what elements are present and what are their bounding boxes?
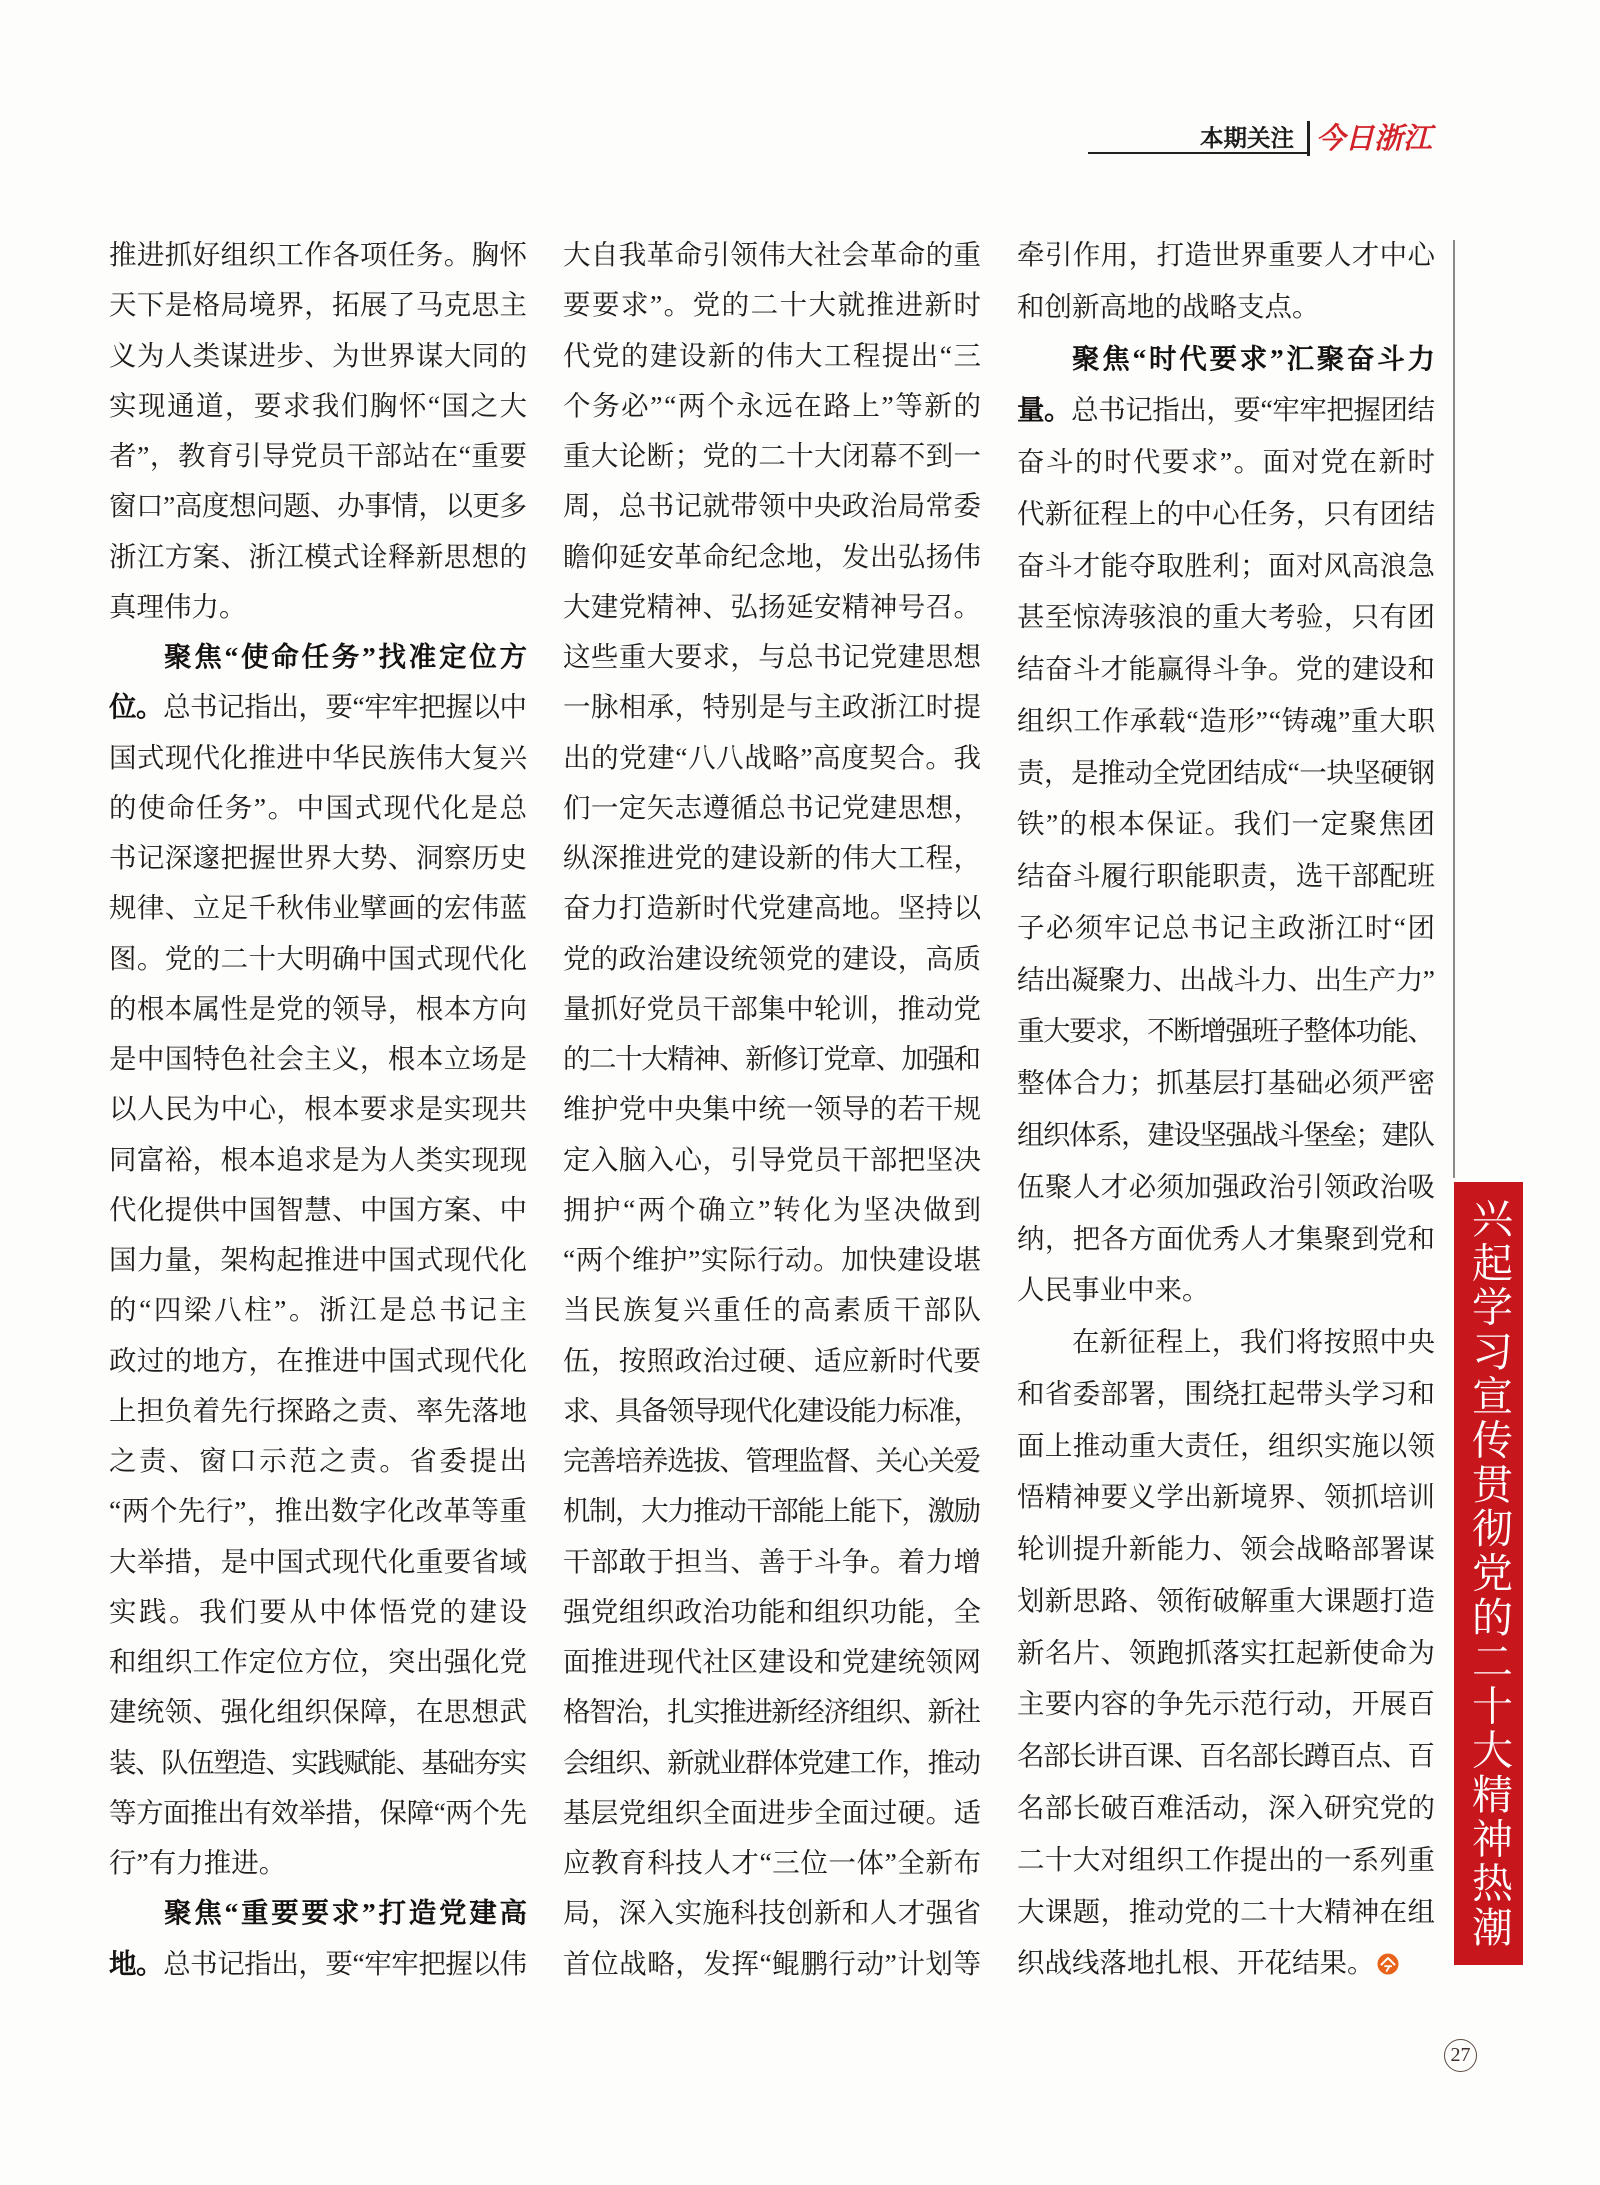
body-text-line [109,1034,527,1084]
line-text: 实践。我们要从中体悟党的建设 [109,1595,530,1627]
line-text: 周，总书记就带领中央政治局常委 [563,490,982,522]
line-text: 求、具备领导现代化建设能力标准， [563,1394,980,1426]
body-text-line [563,230,981,280]
body-text-line [1017,747,1435,799]
line-text: 同富裕，根本追求是为人类实现现 [109,1143,528,1175]
line-text: 浙江方案、浙江模式诠释新思想的 [109,540,528,572]
body-text-line [1017,229,1435,281]
body-text-line [563,733,981,783]
line-text: 组织体系，建设坚强战斗堡垒；建队 [1017,1119,1434,1151]
body-text-line [1017,1782,1435,1834]
line-text: 主要内容的争先示范行动，开展百 [1017,1688,1436,1720]
section-lead-heading: 聚焦“使命任务”找准定位方 [164,641,530,672]
body-text-line [563,481,981,531]
line-text: 代党的建设新的伟大工程提出“三 [563,339,983,371]
line-text: 的二十大精神、新修订党章、加强和 [563,1043,980,1074]
line-text [1072,343,1438,374]
body-text-line [1017,1678,1435,1730]
body-text-line [109,883,527,933]
line-text: 义为人类谋进步、为世界谋大同的 [109,339,528,371]
line-text: 结出凝聚力、出战斗力、出生产力” [1017,963,1435,995]
line-text: 纵深推进党的建设新的伟大工程， [563,842,982,873]
line-text: 名部长破百难活动，深入研究党的 [1017,1791,1436,1823]
line-text: 在新征程上，我们将按照中央 [1072,1326,1436,1358]
body-text-line [563,1788,981,1838]
line-text: 和省委部署，围绕扛起带头学习和 [1017,1377,1436,1409]
line-text: 要要求”。党的二十大就推进新时 [563,289,983,321]
body-text-line [563,783,981,833]
body-text-line [1017,1627,1435,1679]
line-text: 面上推动重大责任，组织实施以领 [1017,1429,1436,1461]
line-text: 重大论断；党的二十大闭幕不到一 [563,440,982,471]
body-text-line [109,381,527,431]
body-text-line [1017,384,1435,436]
line-text: 拥护“两个确立”转化为坚决做到 [563,1193,984,1225]
body-text-line [563,1537,981,1587]
line-text: 维护党中央集中统一领导的若干规 [563,1093,982,1125]
line-text: 奋斗才能夺取胜利；面对风高浪急 [1017,549,1436,581]
body-text-line [1017,1834,1435,1886]
line-text: 面推进现代社区建设和党建统领网 [563,1646,982,1677]
section-lead-heading: 聚焦“重要要求”打造党建高 [164,1897,530,1929]
body-text-line [563,1034,981,1084]
topic-banner-text: 兴起学习宣传贯彻党的二十大精神热潮 [1466,1196,1512,1951]
body-text-line [1017,1109,1435,1161]
body-text-line [109,1235,527,1285]
body-text-line [1017,1523,1435,1575]
body-text-line [563,280,981,330]
body-text-line [109,582,527,632]
body-text-line [563,984,981,1034]
body-text-line [109,1436,530,1486]
body-text-line [1017,1420,1435,1472]
body-text-line [1017,643,1435,695]
line-text: 强党组织政治功能和组织功能，全 [563,1595,982,1627]
body-text-line [563,1637,981,1687]
page-number: 27 [1444,2039,1477,2072]
body-text-line [563,331,981,381]
line-text: 结奋斗履行职能职责，选干部配班 [1017,860,1436,892]
body-text-line [1017,1937,1435,1989]
body-text-line [1017,1575,1435,1627]
body-text-line [563,1235,981,1285]
body-text-line [1017,1471,1435,1523]
line-text: 格智治，扎实推进新经济组织、新社 [563,1696,980,1728]
body-text-line [563,532,981,582]
body-text-line [109,934,527,984]
line-text: 推进抓好组织工作各项任务。胸怀 [109,239,528,270]
line-text: 会组织、新就业群体党建工作，推动 [563,1746,980,1778]
line-text: 干部敢于担当、善于斗争。着力增 [563,1545,982,1577]
line-text: 重大要求，不断增强班子整体功能、 [1017,1015,1434,1047]
line-text: 新名片、领跑抓落实扛起新使命为 [1017,1636,1436,1668]
line-text: 国式现代化推进中华民族伟大复兴 [109,741,528,773]
body-text-line [109,1888,530,1938]
line-text: 政过的地方，在推进中国式现代化 [109,1344,528,1376]
body-text-line [1017,1161,1435,1213]
body-text-line [563,582,981,632]
line-text: 首位战略，发挥“鲲鹏行动”计划等 [563,1947,982,1979]
line-text: 瞻仰延安革命纪念地，发出弘扬伟 [563,540,982,572]
line-text: 和创新高地的战略支点。 [1017,290,1320,322]
line-text: 大课题，推动党的二十大精神在组 [1017,1895,1436,1927]
header-divider-bar [1307,121,1310,156]
body-text-line [563,1888,981,1938]
line-text: 一脉相承，特别是与主政浙江时提 [563,691,982,723]
line-text: 者”，教育引导党员干部站在“重要 [109,440,528,471]
body-text-line [563,1939,981,1989]
section-lead-heading: 量。 [1017,394,1072,426]
body-text-line [109,230,527,280]
body-text-line [563,1135,981,1185]
topic-banner [1454,1182,1523,1965]
line-text: 基层党组织全面进步全面过硬。适 [563,1796,982,1828]
line-text: 的“四梁八柱”。浙江是总书记主 [109,1294,530,1326]
line-text: 组织工作承载“造形”“铸魂”重大职 [1017,704,1436,736]
article-end-icon [1377,1953,1399,1975]
magazine-logo: 今日浙江 [1316,123,1433,155]
line-text-run: 总书记指出，要“牢牢把握以伟 [163,1947,527,1979]
body-text-line [1017,850,1435,902]
line-text: 划新思路、领衔破解重大课题打造 [1017,1584,1436,1616]
body-text-line [1017,488,1435,540]
body-text-line [109,431,527,481]
line-text: 个务必”“两个永远在路上”等新的 [563,389,983,421]
body-text-line [109,481,527,531]
body-text-line [109,783,527,833]
line-text: 织战线落地扎根、开花结果。 [1017,1947,1375,1979]
body-text-line [109,1135,527,1185]
section-lead-heading: 位。 [109,691,164,723]
line-text: 窗口”高度想问题、办事情，以更多 [109,490,527,522]
body-text-line [109,331,527,381]
body-text-line [1017,1886,1435,1938]
section-title: 本期关注 [1200,126,1294,152]
line-text [1017,394,1435,425]
body-text-line [563,1687,981,1737]
line-text: 大自我革命引领伟大社会革命的重 [563,239,982,270]
body-text-line [109,1486,527,1536]
body-text-line [109,1185,527,1235]
body-text-line [1017,540,1435,592]
line-text: 量抓好党员干部集中轮训，推动党 [563,992,982,1024]
line-text: 子必须牢记总书记主政浙江时“团 [1017,911,1437,943]
line-text: 行”有力推进。 [109,1847,287,1878]
line-text: 上担负着先行探路之责、率先落地 [109,1394,528,1426]
line-text: 党的政治建设统领党的建设，高质 [563,942,982,974]
line-text: 轮训提升新能力、领会战略部署谋 [1017,1533,1436,1565]
body-text-line [1017,798,1435,850]
body-text-line [1017,1264,1435,1316]
article-column-3 [1017,229,1438,1989]
line-text: 名部长讲百课、百名部长蹲百点、百 [1017,1740,1434,1772]
line-text: 局，深入实施科技创新和人才强省 [563,1897,982,1929]
body-text-line [109,1386,527,1436]
body-text-line [563,1185,984,1235]
line-text [109,1948,527,1979]
body-text-line [563,833,981,883]
body-text-line [1017,1213,1435,1265]
line-text: 规律、立足千秋伟业擘画的宏伟蓝 [109,892,528,924]
line-text: “两个维护”实际行动。加快建设堪 [563,1244,982,1275]
body-text-line [109,632,530,682]
section-lead-heading: 地。 [109,1947,164,1979]
body-text-line [109,733,527,783]
line-text: 二十大对组织工作提出的一系列重 [1017,1843,1436,1875]
line-text: 大建党精神、弘扬延安精神号召。 [563,590,982,622]
line-text: 们一定矢志遵循总书记党建思想， [563,791,982,823]
body-text-line [563,1486,981,1536]
side-rule [1453,240,1455,1178]
body-text-line [109,1788,527,1838]
body-text-line [563,1436,981,1486]
line-text: 铁”的根本保证。我们一定聚焦团 [1017,808,1437,840]
body-text-line [563,1084,981,1134]
line-text: 甚至惊涛骇浪的重大考验，只有团 [1017,601,1436,633]
line-text: 人民事业中来。 [1017,1274,1210,1306]
body-text-line [109,1687,527,1737]
body-text-line [563,1386,981,1436]
line-text: 代化提供中国智慧、中国方案、中 [109,1193,528,1225]
line-text: 出的党建“八八战略”高度契合。我 [563,741,982,773]
body-text-line [109,1336,527,1386]
line-text: 真理伟力。 [109,590,247,622]
line-text: 以人民为中心，根本要求是实现共 [109,1093,528,1125]
line-text: 应教育科技人才“三位一体”全新布 [563,1847,982,1878]
body-text-line [109,1084,527,1134]
body-text-line [109,984,527,1034]
body-text-line [563,1336,981,1386]
body-text-line [109,1587,530,1637]
line-text: “两个先行”，推出数字化改革等重 [109,1495,528,1527]
body-text-line [1017,1057,1435,1109]
body-text-line [563,1587,981,1637]
line-text: 结奋斗才能赢得斗争。党的建设和 [1017,653,1436,685]
line-text: 建统领、强化组织保障，在思想武 [109,1696,528,1728]
line-text: 国力量，架构起推进中国式现代化 [109,1244,528,1275]
body-text-line [563,1285,984,1335]
body-text-line [109,1838,527,1888]
body-text-line [109,1537,527,1587]
line-text: 大举措，是中国式现代化重要省域 [109,1545,528,1577]
line-text: 实现通道，要求我们胸怀“国之大 [109,389,529,421]
body-text-line [563,381,981,431]
body-text-line [563,1738,981,1788]
line-text: 整体合力；抓基层打基础必须严密 [1017,1067,1436,1099]
line-text: 完善培养选拔、管理监督、关心关爱 [563,1445,980,1476]
line-text: 牵引作用，打造世界重要人才中心 [1017,239,1436,270]
line-text: 奋力打造新时代党建高地。坚持以 [563,892,982,924]
line-text-run: 总书记指出，要“牢牢把握团结 [1071,394,1435,426]
line-text: 之责、窗口示范之责。省委提出 [109,1445,530,1476]
body-text-line [1017,954,1435,1006]
body-text-line [1017,281,1435,333]
body-text-line [563,1838,981,1888]
line-text: 的根本属性是党的领导，根本方向 [109,992,528,1024]
line-text: 这些重大要求，与总书记党建思想 [563,641,982,672]
body-text-line [563,431,981,481]
body-text-line [1017,436,1435,488]
line-text: 是中国特色社会主义，根本立场是 [109,1043,528,1074]
body-text-line [109,1637,527,1687]
line-text: 伍，按照政治过硬、适应新时代要 [563,1344,982,1376]
body-text-line [109,280,527,330]
line-text: 书记深邃把握世界大势、洞察历史 [109,842,528,873]
line-text: 装、队伍塑造、实践赋能、基础夯实 [109,1746,526,1778]
body-text-line [563,632,981,682]
section-lead-heading: 聚焦“时代要求”汇聚奋斗力 [1072,342,1438,374]
line-text: 纳，把各方面优秀人才集聚到党和 [1017,1222,1436,1254]
line-text: 责，是推动全党团结成“一块坚硬钢 [1017,756,1435,788]
article-column-2 [563,230,984,1989]
body-text-line [1017,902,1435,954]
body-text-line [1017,1005,1435,1057]
line-text: 的使命任务”。中国式现代化是总 [109,791,529,823]
body-text-line [109,682,527,732]
line-text: 奋斗的时代要求”。面对党在新时 [1017,446,1437,478]
line-text: 悟精神要义学出新境界、领抓培训 [1017,1481,1436,1513]
line-text [164,1897,530,1928]
body-text-line [1017,1368,1435,1420]
body-text-line [1017,1730,1435,1782]
line-text: 等方面推出有效举措，保障“两个先 [109,1796,527,1828]
line-text: 天下是格局境界，拓展了马克思主 [109,289,528,321]
body-text-line [563,934,981,984]
body-text-line [1017,333,1438,385]
line-text-run: 总书记指出，要“牢牢把握以中 [163,691,527,723]
article-column-1 [109,230,530,1989]
line-text: 当民族复兴重任的高素质干部队 [563,1294,984,1326]
line-text [164,641,530,672]
body-text-line [563,682,981,732]
body-text-line [109,1939,527,1989]
body-text-line [109,833,527,883]
body-text-line [1017,695,1435,747]
line-text: 和组织工作定位方位，突出强化党 [109,1646,528,1677]
body-text-line [1017,1316,1435,1368]
body-text-line [109,532,527,582]
line-text [109,691,527,722]
body-text-line [109,1738,527,1788]
line-text: 代新征程上的中心任务，只有团结 [1017,497,1436,529]
header-rule [1088,152,1308,154]
body-text-line [563,883,981,933]
line-text: 机制，大力推动干部能上能下，激励 [563,1495,980,1527]
body-text-line [1017,591,1435,643]
line-text: 定入脑入心，引导党员干部把坚决 [563,1143,982,1175]
line-text: 伍聚人才必须加强政治引领政治吸 [1017,1170,1436,1202]
line-text: 图。党的二十大明确中国式现代化 [109,942,528,974]
body-text-line [109,1285,530,1335]
